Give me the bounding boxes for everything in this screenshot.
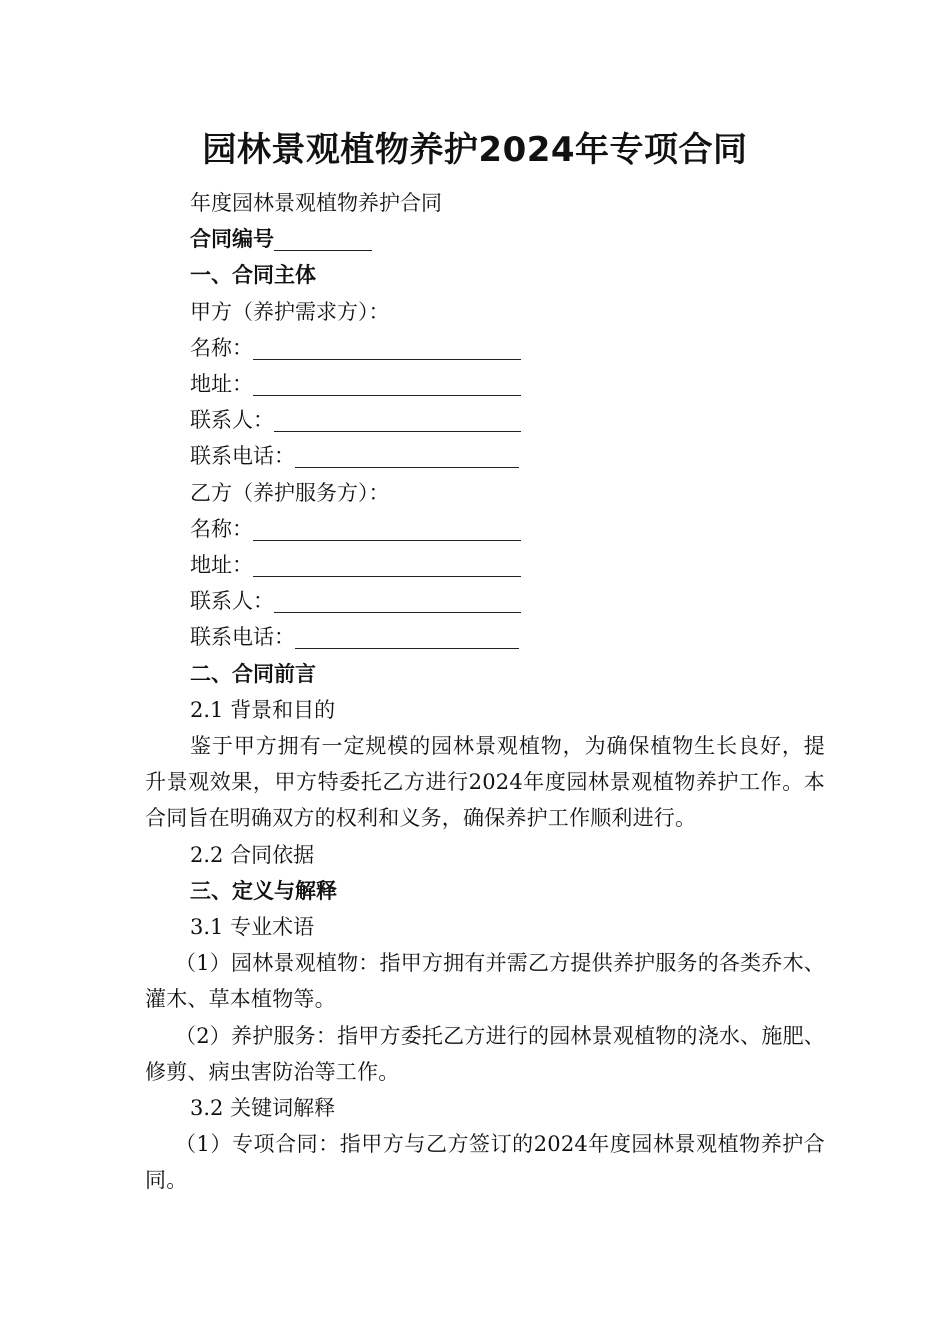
party-a-contact bbox=[145, 402, 825, 438]
section-2-2-heading: 2.2 合同依据 bbox=[190, 842, 315, 867]
field-label: 名称： bbox=[190, 516, 253, 541]
party-b-phone bbox=[145, 619, 825, 655]
field-label: 联系人： bbox=[190, 589, 274, 614]
section-3-heading: 三、定义与解释 bbox=[190, 878, 337, 903]
contract-number-label: 合同编号 bbox=[190, 227, 274, 252]
document-body bbox=[145, 185, 825, 1199]
definition-item: （1）园林景观植物：指甲方拥有并需乙方提供养护服务的各类乔木、灌木、草本植物等。 bbox=[145, 951, 825, 1012]
party-b-label: 乙方（养护服务方）： bbox=[190, 480, 390, 505]
field-blank bbox=[274, 407, 521, 432]
contract-number-blank bbox=[274, 226, 372, 251]
party-b-contact bbox=[145, 583, 825, 619]
subtitle: 年度园林景观植物养护合同 bbox=[190, 191, 442, 215]
field-label: 联系电话： bbox=[190, 625, 295, 650]
party-a-address bbox=[145, 366, 825, 402]
field-blank bbox=[253, 371, 521, 396]
section-2-1-heading: 2.1 背景和目的 bbox=[190, 697, 336, 722]
field-blank bbox=[295, 624, 519, 649]
field-label: 联系人： bbox=[190, 408, 274, 433]
field-blank bbox=[253, 516, 521, 541]
field-blank bbox=[295, 443, 519, 468]
field-blank bbox=[274, 588, 521, 613]
field-label: 地址： bbox=[190, 553, 253, 578]
party-b-address bbox=[145, 547, 825, 583]
party-a-name bbox=[145, 330, 825, 366]
section-3-1-heading: 3.1 专业术语 bbox=[190, 915, 315, 940]
section-2-1-paragraph: 鉴于甲方拥有一定规模的园林景观植物，为确保植物生长良好，提升景观效果，甲方特委托乙方进行2024年度园林景观植物养护工作。本合同旨在明确双方的权利和义务，确保养护工作顺利进行。 bbox=[145, 734, 825, 831]
party-a-phone bbox=[145, 438, 825, 474]
field-label: 联系电话： bbox=[190, 444, 295, 469]
field-label: 地址： bbox=[190, 372, 253, 397]
contract-number bbox=[145, 221, 825, 257]
field-blank bbox=[253, 552, 521, 577]
definition-item: （2）养护服务：指甲方委托乙方进行的园林景观植物的浇水、施肥、修剪、病虫害防治等工作。 bbox=[145, 1023, 825, 1084]
field-blank bbox=[253, 335, 521, 360]
definition-item: （1）专项合同：指甲方与乙方签订的2024年度园林景观植物养护合同。 bbox=[145, 1132, 825, 1193]
section-2-heading: 二、合同前言 bbox=[190, 661, 316, 686]
document-title: 园林景观植物养护2024年专项合同 bbox=[202, 130, 748, 170]
section-1-heading: 一、合同主体 bbox=[190, 263, 316, 288]
section-3-2-heading: 3.2 关键词解释 bbox=[190, 1096, 336, 1121]
party-b-name bbox=[145, 511, 825, 547]
field-label: 名称： bbox=[190, 335, 253, 360]
party-a-label: 甲方（养护需求方）： bbox=[190, 299, 390, 324]
